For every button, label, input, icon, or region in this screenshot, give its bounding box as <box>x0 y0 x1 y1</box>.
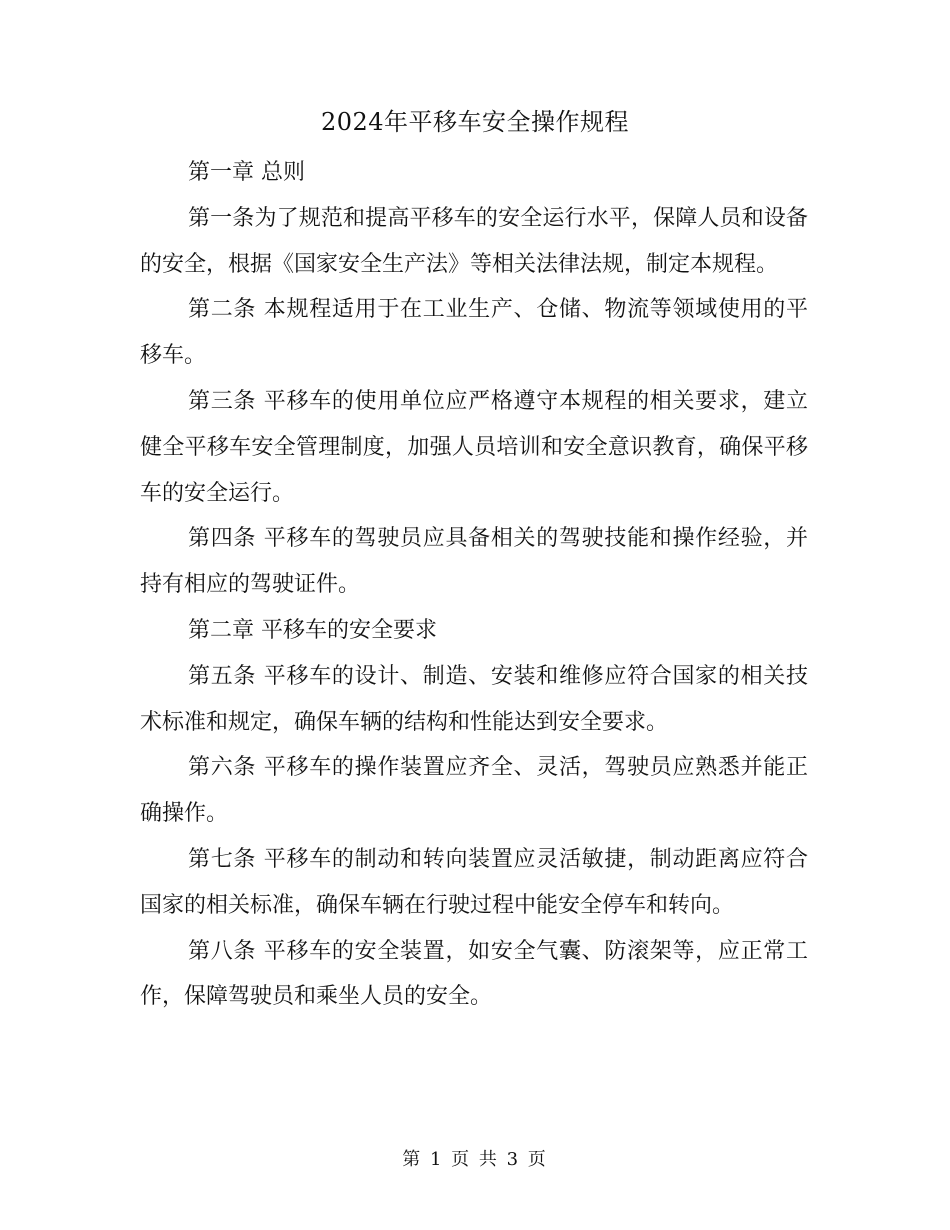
article-paragraph: 第八条 平移车的安全装置，如安全气囊、防滚架等，应正常工作，保障驾驶员和乘坐人员的安全。 <box>140 938 808 1010</box>
document-body <box>140 150 808 1020</box>
chapter-heading: 第一章 总则 <box>188 160 305 185</box>
article-paragraph: 第二条 本规程适用于在工业生产、仓储、物流等领域使用的平移车。 <box>140 297 808 369</box>
page-footer: 第 1 页 共 3 页 <box>402 1149 548 1170</box>
article-paragraph: 第七条 平移车的制动和转向装置应灵活敏捷，制动距离应符合国家的相关标准，确保车辆在行驶过程中能安全停车和转向。 <box>140 846 808 918</box>
chapter-heading: 第二章 平移车的安全要求 <box>188 617 437 643</box>
document-title: 2024年平移车安全操作规程 <box>320 108 630 136</box>
article-paragraph: 第四条 平移车的驾驶员应具备相关的驾驶技能和操作经验，并持有相应的驾驶证件。 <box>140 526 808 598</box>
article-paragraph: 第五条 平移车的设计、制造、安装和维修应符合国家的相关技术标准和规定，确保车辆的结构和性能达到安全要求。 <box>140 663 808 735</box>
article-paragraph: 第三条 平移车的使用单位应严格遵守本规程的相关要求，建立健全平移车安全管理制度，加强人员培训和安全意识教育，确保平移车的安全运行。 <box>140 388 808 506</box>
article-paragraph: 第一条为了规范和提高平移车的安全运行水平，保障人员和设备的安全，根据《国家安全生产法》等相关法律法规，制定本规程。 <box>140 205 808 277</box>
article-paragraph: 第六条 平移车的操作装置应齐全、灵活，驾驶员应熟悉并能正确操作。 <box>140 755 808 827</box>
